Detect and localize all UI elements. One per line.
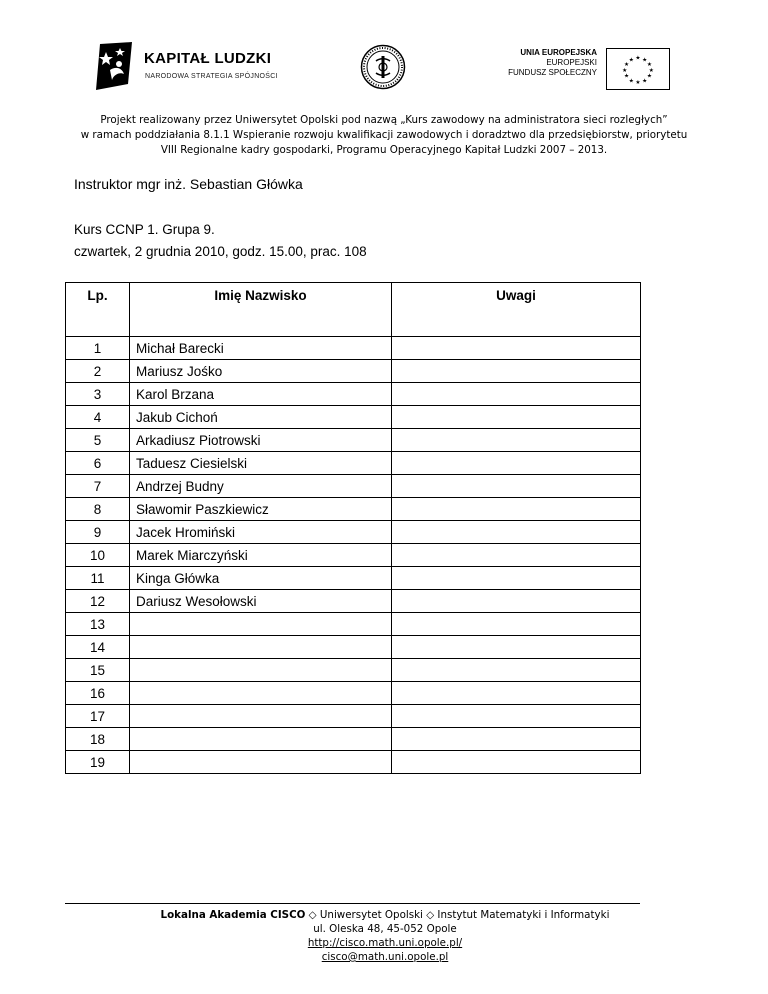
row-number: 1 <box>66 337 130 360</box>
table-row <box>66 567 641 590</box>
row-name: Jakub Cichoń <box>130 406 392 429</box>
svg-text:★: ★ <box>646 73 652 80</box>
row-name: Karol Brzana <box>130 383 392 406</box>
university-seal-icon <box>360 44 406 90</box>
table-row <box>66 360 641 383</box>
kapital-ludzki-subtitle: NARODOWA STRATEGIA SPÓJNOŚCI <box>145 73 278 80</box>
row-number: 4 <box>66 406 130 429</box>
footer-divider <box>65 903 640 904</box>
row-name: Jacek Hromiński <box>130 521 392 544</box>
row-number: 14 <box>66 636 130 659</box>
project-line-2: w ramach poddziałania 8.1.1 Wspieranie rozwoju kwalifikacji zawodowych i doradztwo dla przedsiębiorstw, priorytetu <box>80 129 688 141</box>
table-row <box>66 659 641 682</box>
row-name <box>130 728 392 751</box>
svg-text:★: ★ <box>648 67 654 74</box>
row-number: 11 <box>66 567 130 590</box>
row-notes <box>392 337 641 360</box>
header-name: Imię Nazwisko <box>130 283 392 337</box>
table-row <box>66 751 641 774</box>
project-line-3: VIII Regionalne kadry gospodarki, Programu Operacyjnego Kapitał Ludzki 2007 – 2013. <box>160 144 608 156</box>
svg-text:★: ★ <box>624 62 630 69</box>
row-notes <box>392 452 641 475</box>
row-number: 15 <box>66 659 130 682</box>
table-row <box>66 728 641 751</box>
kapital-ludzki-logo <box>92 40 292 96</box>
eu-title: UNIA EUROPEJSKA <box>520 48 597 57</box>
row-notes <box>392 705 641 728</box>
row-name: Andrzej Budny <box>130 475 392 498</box>
svg-text:★: ★ <box>635 80 641 87</box>
header-notes: Uwagi <box>392 283 641 337</box>
row-number: 2 <box>66 360 130 383</box>
table-row <box>66 544 641 567</box>
row-name <box>130 659 392 682</box>
row-name <box>130 751 392 774</box>
row-notes <box>392 429 641 452</box>
row-name: Sławomir Paszkiewicz <box>130 498 392 521</box>
footer-university: Uniwersytet Opolski <box>319 909 423 921</box>
row-notes <box>392 659 641 682</box>
kapital-ludzki-emblem-icon <box>92 40 136 92</box>
row-number: 8 <box>66 498 130 521</box>
footer-url-link[interactable]: http://cisco.math.uni.opole.pl/ <box>307 937 463 949</box>
row-notes <box>392 383 641 406</box>
table-row <box>66 705 641 728</box>
row-number: 7 <box>66 475 130 498</box>
row-notes <box>392 360 641 383</box>
row-notes <box>392 590 641 613</box>
footer-address: ul. Oleska 48, 45-052 Opole <box>313 923 457 935</box>
row-notes <box>392 728 641 751</box>
footer-institute: Instytut Matematyki i Informatyki <box>437 909 610 921</box>
row-number: 12 <box>66 590 130 613</box>
header-number: Lp. <box>66 283 130 337</box>
eu-line-3: FUNDUSZ SPOŁECZNY <box>508 68 597 77</box>
row-name: Marek Miarczyński <box>130 544 392 567</box>
row-number: 10 <box>66 544 130 567</box>
table-row <box>66 383 641 406</box>
table-row <box>66 406 641 429</box>
row-number: 5 <box>66 429 130 452</box>
row-number: 3 <box>66 383 130 406</box>
row-name <box>130 636 392 659</box>
attendance-table <box>65 282 641 774</box>
datetime-line: czwartek, 2 grudnia 2010, godz. 15.00, prac. 108 <box>74 244 367 259</box>
svg-text:★: ★ <box>646 62 652 69</box>
svg-text:★: ★ <box>628 78 634 85</box>
row-number: 9 <box>66 521 130 544</box>
table-row <box>66 682 641 705</box>
footer <box>65 908 705 964</box>
row-number: 19 <box>66 751 130 774</box>
row-notes <box>392 544 641 567</box>
row-number: 13 <box>66 613 130 636</box>
eu-logo <box>490 48 670 92</box>
svg-text:★: ★ <box>642 57 648 64</box>
svg-text:★: ★ <box>642 78 648 85</box>
diamond-separator-icon: ◇ <box>308 909 317 921</box>
row-name <box>130 613 392 636</box>
row-notes <box>392 682 641 705</box>
table-row <box>66 337 641 360</box>
footer-org: Lokalna Akademia CISCO <box>160 909 306 921</box>
row-name <box>130 705 392 728</box>
row-name <box>130 682 392 705</box>
table-row <box>66 475 641 498</box>
row-name: Michał Barecki <box>130 337 392 360</box>
row-number: 6 <box>66 452 130 475</box>
eu-flag-icon <box>606 48 670 90</box>
diamond-separator-icon: ◇ <box>426 909 435 921</box>
table-header-row <box>66 283 641 337</box>
footer-email-link[interactable]: cisco@math.uni.opole.pl <box>321 951 449 963</box>
row-name: Mariusz Jośko <box>130 360 392 383</box>
table-row <box>66 498 641 521</box>
row-name: Kinga Główka <box>130 567 392 590</box>
instructor-line: Instruktor mgr inż. Sebastian Główka <box>74 176 303 192</box>
row-number: 17 <box>66 705 130 728</box>
course-line: Kurs CCNP 1. Grupa 9. <box>74 222 215 237</box>
row-notes <box>392 475 641 498</box>
project-line-1: Projekt realizowany przez Uniwersytet Opolski pod nazwą „Kurs zawodowy na administratora sieci rozległych” <box>100 114 668 126</box>
row-notes <box>392 567 641 590</box>
svg-text:★: ★ <box>628 57 634 64</box>
row-name: Dariusz Wesołowski <box>130 590 392 613</box>
row-notes <box>392 636 641 659</box>
table-row <box>66 452 641 475</box>
project-info <box>40 113 728 158</box>
table-row <box>66 429 641 452</box>
row-notes <box>392 613 641 636</box>
eu-line-2: EUROPEJSKI <box>546 58 597 67</box>
row-notes <box>392 521 641 544</box>
table-row <box>66 636 641 659</box>
svg-text:★: ★ <box>624 73 630 80</box>
row-notes <box>392 406 641 429</box>
row-number: 18 <box>66 728 130 751</box>
svg-text:★: ★ <box>635 55 641 62</box>
row-notes <box>392 751 641 774</box>
table-row <box>66 521 641 544</box>
row-notes <box>392 498 641 521</box>
svg-text:★: ★ <box>622 67 628 74</box>
row-name: Taduesz Ciesielski <box>130 452 392 475</box>
table-row <box>66 613 641 636</box>
table-row <box>66 590 641 613</box>
kapital-ludzki-title: KAPITAŁ LUDZKI <box>144 50 272 67</box>
row-number: 16 <box>66 682 130 705</box>
row-name: Arkadiusz Piotrowski <box>130 429 392 452</box>
